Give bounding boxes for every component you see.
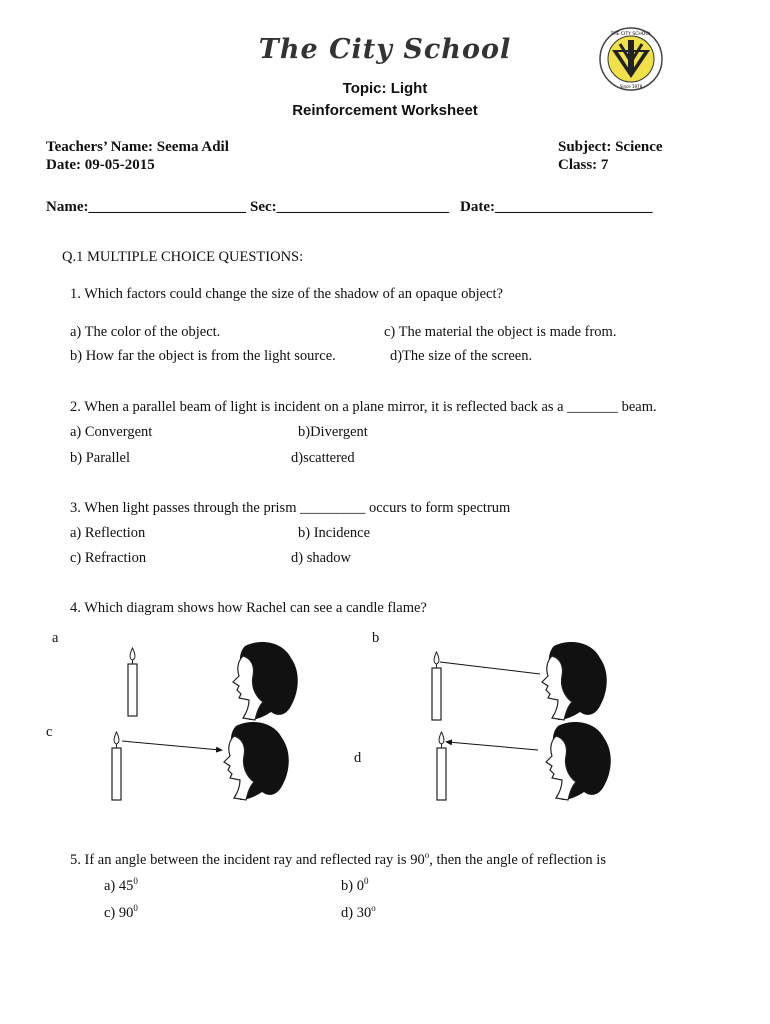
q1-option-b: b) How far the object is from the light source. [70,348,336,364]
diagram-d [434,718,634,818]
student-name-field: Name:_____________________ [46,199,246,215]
q3-option-d: d) shadow [291,550,352,566]
worksheet-title: Reinforcement Worksheet [292,102,478,119]
q3-option-b: b) Incidence [298,525,371,541]
diagram-label-a: a [52,630,59,646]
q1-option-a: a) The color of the object. [70,324,221,340]
q5-option-a: a) $45^0$ [104,876,138,894]
diagram-label-b: b [372,630,380,646]
svg-text:Since 1978: Since 1978 [619,84,643,89]
student-date-field: Date:_____________________ [460,199,653,215]
q2-option-a: a) Convergent [70,424,153,440]
diagram-label-d: d [354,750,362,766]
q5-option-b: b) $0^0$ [341,876,369,894]
question-3: 3. When light passes through the prism _________ occurs to form spectrum [70,500,511,516]
q1-option-d: d)The size of the screen. [390,348,533,364]
q1-option-c: c) The material the object is made from. [384,324,617,340]
q2-option-d: d)scattered [291,450,355,466]
q2-option-c: b) Parallel [70,450,130,466]
question-5: 5. If an angle between the incident ray and reflected ray is 90$^o$, then the angle of reflection is [70,850,606,868]
subject: Subject: Science [558,139,663,155]
question-2: 2. When a parallel beam of light is incident on a plane mirror, it is reflected back as a _______ beam. [70,399,657,415]
section-title: Q.1 MULTIPLE CHOICE QUESTIONS: [62,249,304,265]
q5-option-c: c) $90^0$ [104,903,138,921]
question-1: 1. Which factors could change the size of the shadow of an opaque object? [70,286,503,302]
q3-option-c: c) Refraction [70,550,147,566]
class: Class: 7 [558,157,609,173]
topic-title: Topic: Light [342,80,428,97]
teacher-name: Teachers’ Name: Seema Adil [46,139,229,155]
q2-option-b: b)Divergent [298,424,368,440]
worksheet-date: Date: 09-05-2015 [46,157,155,173]
svg-text:THE CITY SCHOOL: THE CITY SCHOOL [610,32,652,37]
diagram-label-c: c [46,724,53,740]
q5-option-d: d) 30$^o$ [341,903,376,921]
question-4: 4. Which diagram shows how Rachel can see a candle flame? [70,600,427,616]
q3-option-a: a) Reflection [70,525,146,541]
student-section-field: Sec:_______________________ [250,199,450,215]
diagram-c [108,718,318,818]
school-name: The City School [258,34,512,65]
